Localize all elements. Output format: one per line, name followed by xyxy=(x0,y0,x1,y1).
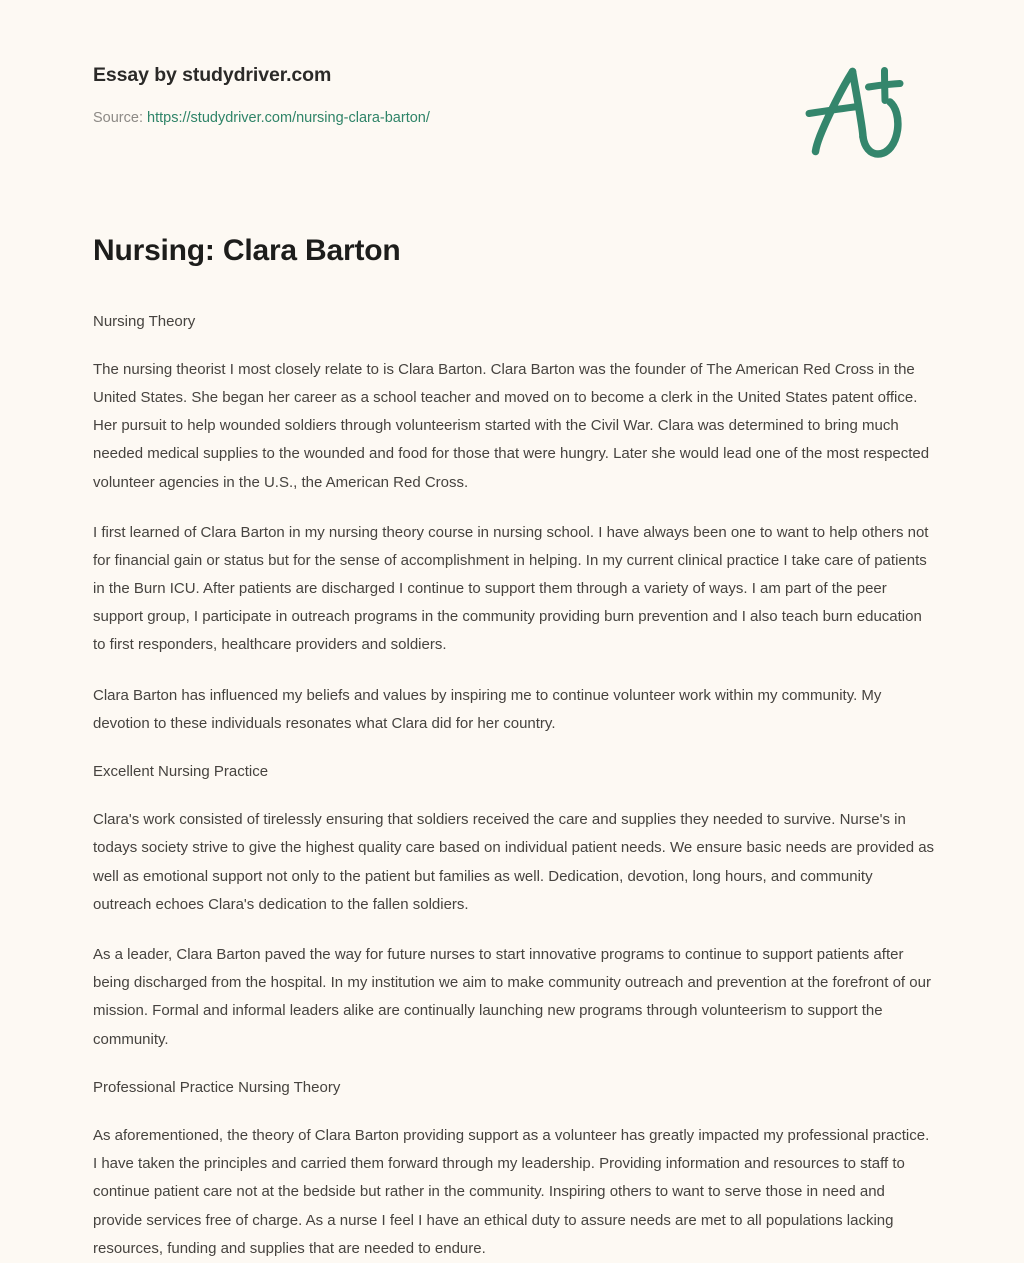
brand-byline: Essay by studydriver.com xyxy=(93,64,332,86)
source-line xyxy=(93,109,430,128)
section-heading: Nursing Theory xyxy=(93,312,196,330)
body-paragraph: The nursing theorist I most closely relate to is Clara Barton. Clara Barton was the founder of The American Red Cross in the United States. She began her career as a school teacher and moved on to become a clerk in the United States patent office. Her pursuit to help wounded soldiers through volunteerism started with the Civil War. Clara was determined to bring much needed medical supplies to the wounded and food for those that were hungry. Later she would lead one of the most respected volunteer agencies in the U.S., the American Red Cross. xyxy=(93,360,930,491)
article-blocks xyxy=(93,310,935,1263)
a-plus-logo-icon xyxy=(796,58,918,162)
body-paragraph: Clara Barton has influenced my beliefs and values by inspiring me to continue volunteer work within my community. My devotion to these individuals resonates what Clara did for her country. xyxy=(93,686,882,732)
body-paragraph: I first learned of Clara Barton in my nursing theory course in nursing school. I have always been one to want to help others not for financial gain or status but for the sense of accomplishment in helping. In my current clinical practice I take care of patients in the Burn ICU. After patients are discharged I continue to support them through a variety of ways. I am part of the peer support group, I participate in outreach programs in the community providing burn prevention and I also teach burn education to first responders, healthcare providers and soldiers. xyxy=(93,523,929,654)
body-paragraph: As a leader, Clara Barton paved the way for future nurses to start innovative programs to continue to support patients after being discharged from the hospital. In my institution we aim to make community outreach and prevention at the forefront of our mission. Formal and informal leaders alike are continually launching new programs through volunteerism to support the community. xyxy=(93,946,931,1048)
source-url-link[interactable]: https://studydriver.com/nursing-clara-barton/ xyxy=(147,110,430,127)
page-title: Nursing: Clara Barton xyxy=(93,234,401,267)
source-label: Source: xyxy=(93,110,143,127)
section-heading: Excellent Nursing Practice xyxy=(93,763,269,780)
section-heading: Professional Practice Nursing Theory xyxy=(93,1078,341,1096)
article-body xyxy=(93,232,935,1263)
page-header xyxy=(0,0,1024,200)
header-text-block xyxy=(93,62,430,128)
body-paragraph: Clara's work consisted of tirelessly ensuring that soldiers received the care and supplies they needed to survive. Nurse's in todays society strive to give the highest quality care based on individual patient needs. We ensure basic needs are provided as well as emotional support not only to the patient but families as well. Dedication, devotion, long hours, and community outreach echoes Clara's dedication to the fallen soldiers. xyxy=(93,811,935,913)
body-paragraph: As aforementioned, the theory of Clara Barton providing support as a volunteer has greatly impacted my professional practice. I have taken the principles and carried them forward through my leadership. Providing information and resources to staff to continue patient care not at the bedside but rather in the community. Inspiring others to want to serve those in need and provide services free of charge. As a nurse I feel I have an ethical duty to assure needs are met to all populations lacking resources, funding and supplies that are needed to endure. xyxy=(93,1127,930,1257)
